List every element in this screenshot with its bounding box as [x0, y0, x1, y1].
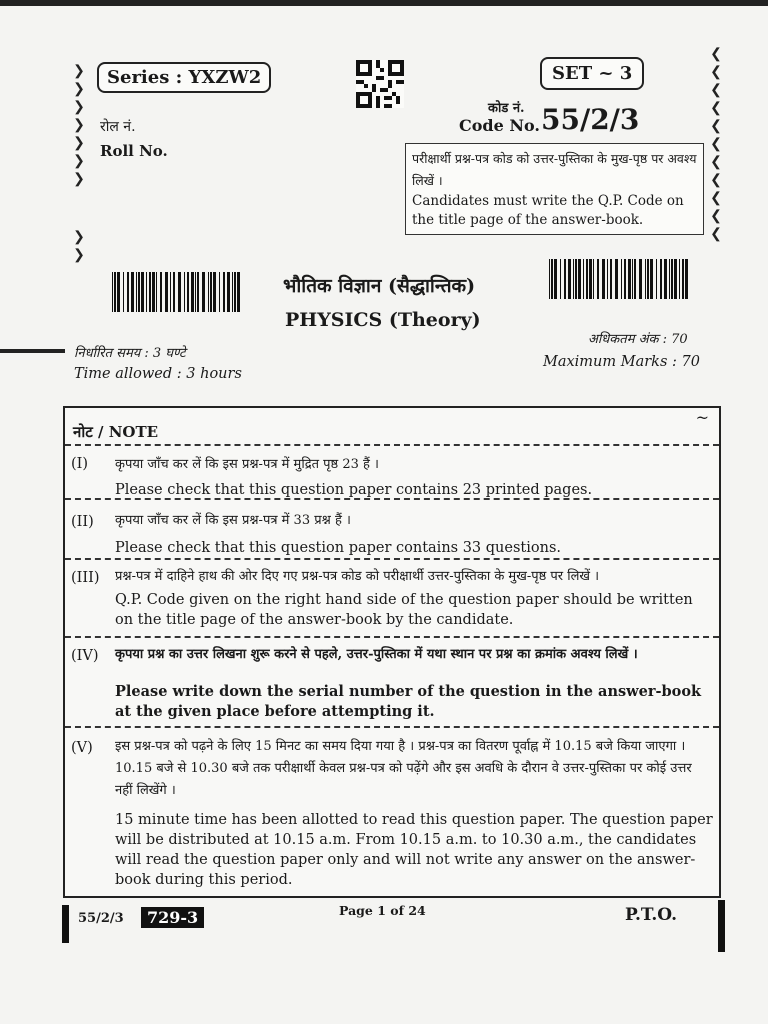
note-item: [65, 444, 719, 496]
note-title: नोट / NOTE: [73, 423, 159, 441]
note-item-hindi: इस प्रश्न-पत्र को पढ़ने के लिए 15 मिनट का समय दिया गया है । प्रश्न-पत्र का वितरण पूर्वाह्न में 10.15 बजे किया जाएगा । 10.15 बजे से 10.30 बजे तक परीक्षार्थी केवल प्रश्न-पत्र को पढ़ेंगे और इस अवधि के दौरान वे उत्तर-पुस्तिका पर कोई उत्तर नहीं लिखेंगे ।: [115, 739, 692, 798]
footer-box: 729-3: [141, 907, 204, 928]
footer-left-bar: [62, 905, 69, 943]
instruction-hindi: परीक्षार्थी प्रश्न-पत्र कोड को उत्तर-पुस्तिका के मुख-पृष्ठ पर अवश्य लिखें ।: [412, 151, 697, 188]
instruction-box: [405, 143, 704, 235]
time-hindi: निर्धारित समय : 3 घण्टे: [74, 346, 186, 361]
instruction-english: Candidates must write the Q.P. Code on the title page of the answer-book.: [412, 193, 684, 228]
note-item-english: Please check that this question paper contains 33 questions.: [115, 540, 561, 556]
footer-right-bar: [718, 900, 725, 952]
note-item-english: Please check that this question paper contains 23 printed pages.: [115, 482, 593, 498]
roll-label-hindi: रोल नं.: [100, 119, 136, 135]
qr-code-icon: [356, 60, 404, 108]
series-box: Series : YXZW2: [97, 62, 271, 93]
note-item-hindi: कृपया प्रश्न का उत्तर लिखना शुरू करने से पहले, उत्तर-पुस्तिका में यथा स्थान पर प्रश्न का क्रमांक अवश्य लिखें ।: [115, 647, 638, 662]
note-item: [65, 558, 719, 638]
page-number: Page 1 of 24: [339, 903, 426, 918]
subject-english: PHYSICS (Theory): [285, 309, 481, 331]
note-item-english: Q.P. Code given on the right hand side of the question paper should be written on the title page of the answer-book by the candidate.: [115, 592, 693, 628]
code-label: Code No.: [459, 116, 540, 135]
note-item: [65, 498, 719, 558]
right-margin-marks: ❮ ❮ ❮ ❮ ❮ ❮ ❮ ❮ ❮ ❮ ❮: [710, 46, 722, 242]
note-item: [65, 726, 719, 894]
left-margin-marks-lower: ❯ ❯: [73, 229, 85, 263]
note-item-number: (IV): [71, 648, 99, 664]
note-item-number: (V): [71, 740, 93, 756]
left-margin-marks: ❯ ❯ ❯ ❯ ❯ ❯ ❯: [73, 63, 85, 187]
note-item-number: (I): [71, 456, 89, 472]
note-item-english: Please write down the serial number of the question in the answer-book at the given place before attempting it.: [115, 683, 702, 720]
code-value: 55/2/3: [541, 103, 640, 136]
roll-label: Roll No.: [100, 142, 168, 160]
top-edge: [0, 0, 768, 6]
pto-label: P.T.O.: [625, 905, 677, 925]
tilde-mark: ~: [695, 408, 709, 427]
note-item-number: (II): [71, 514, 94, 530]
margin-rule: [0, 349, 65, 353]
subject-hindi: भौतिक विज्ञान (सैद्धान्तिक): [283, 275, 476, 297]
marks-hindi: अधिकतम अंक : 70: [588, 332, 688, 347]
note-item-hindi: प्रश्न-पत्र में दाहिने हाथ की ओर दिए गए प्रश्न-पत्र कोड को परीक्षार्थी उत्तर-पुस्तिका के मुख-पृष्ठ पर लिखें ।: [115, 569, 600, 584]
barcode-icon: [112, 272, 240, 312]
note-item-hindi: कृपया जाँच कर लें कि इस प्रश्न-पत्र में 33 प्रश्न हैं ।: [115, 513, 351, 528]
note-item-number: (III): [71, 570, 100, 586]
marks-english: Maximum Marks : 70: [543, 354, 700, 370]
set-box: SET ~ 3: [540, 57, 644, 90]
note-item: [65, 636, 719, 726]
note-item-english: 15 minute time has been allotted to read this question paper. The question paper will be distributed at 10.15 a.m. From 10.15 a.m. to 10.30 a.m., the candidates will read the question paper only and will not write any answer on the answer-book during this period.: [115, 812, 713, 888]
time-english: Time allowed : 3 hours: [74, 366, 242, 382]
note-box: [63, 406, 721, 898]
footer-code: 55/2/3: [78, 911, 124, 926]
barcode-icon: [549, 259, 689, 299]
note-item-hindi: कृपया जाँच कर लें कि इस प्रश्न-पत्र में मुद्रित पृष्ठ 23 हैं ।: [115, 457, 379, 472]
code-label-hindi: कोड नं.: [488, 101, 525, 116]
